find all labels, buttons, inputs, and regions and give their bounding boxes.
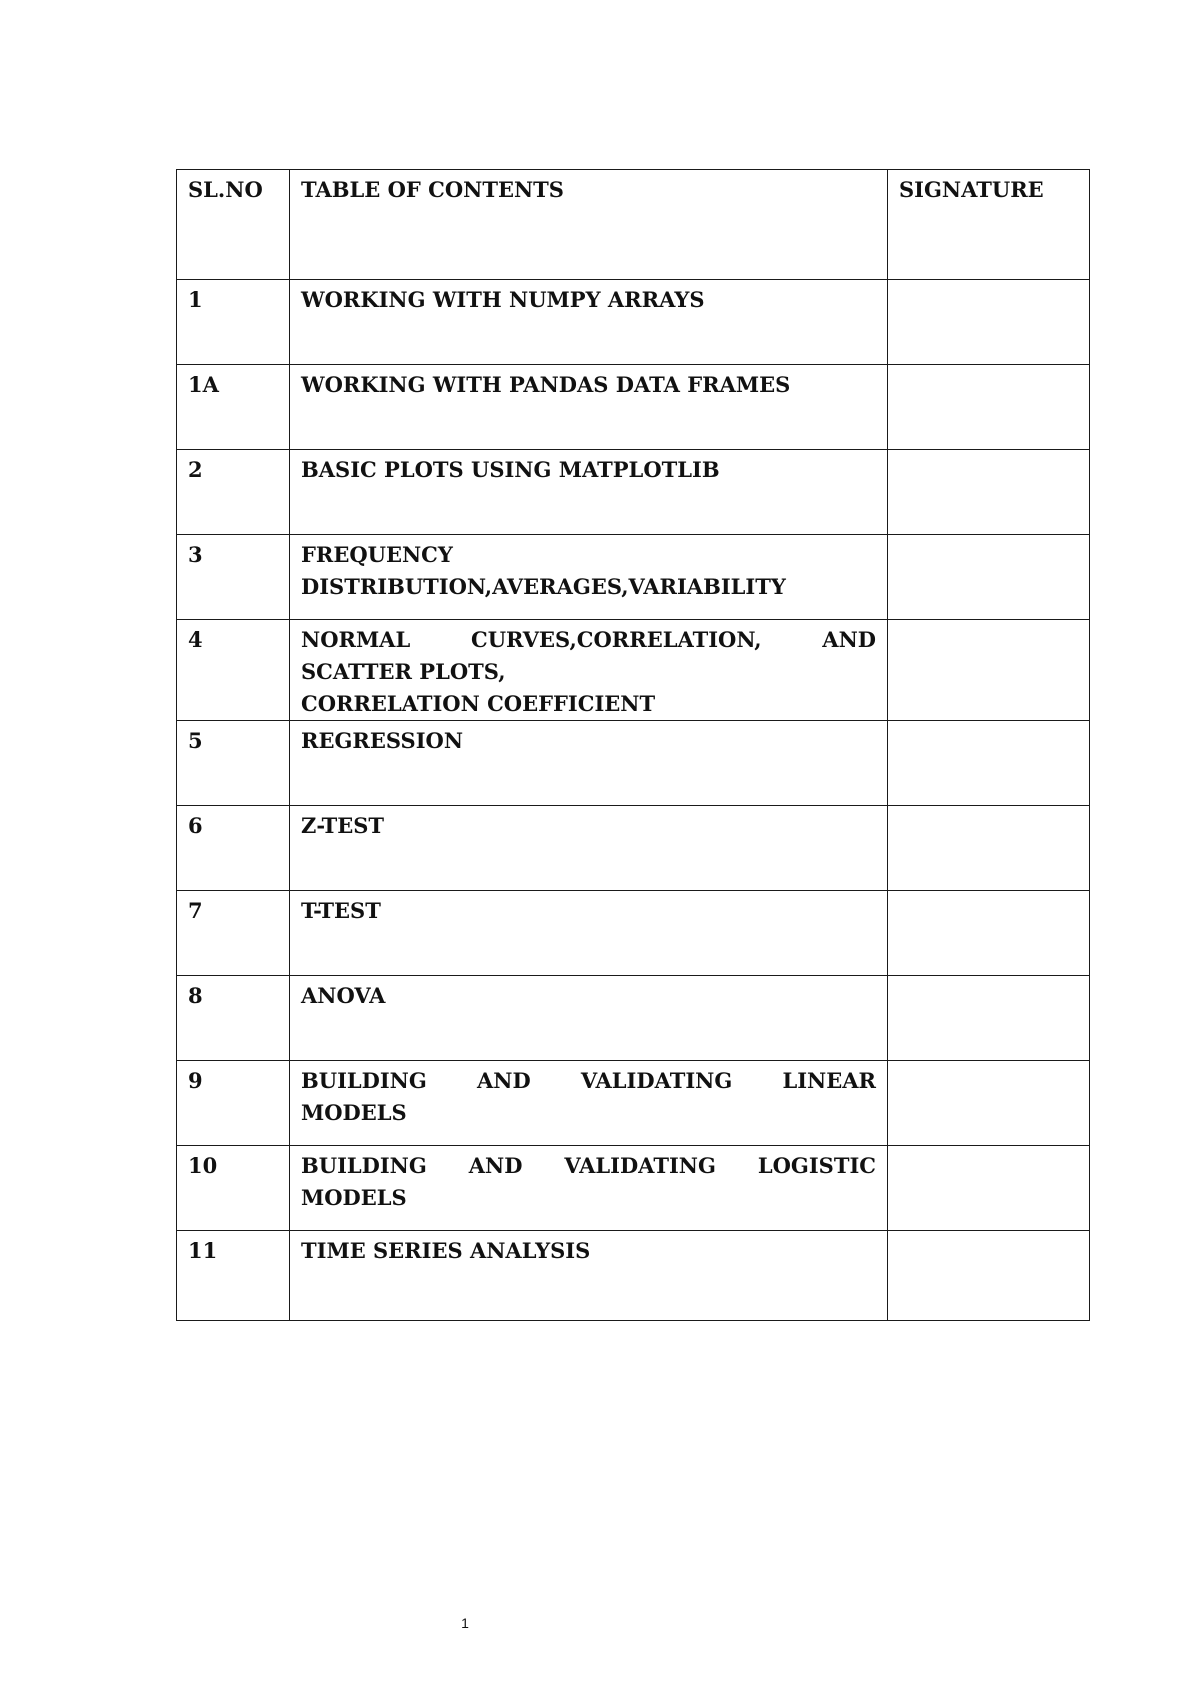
row-title xyxy=(290,535,888,620)
row-signature-cell xyxy=(888,1061,1090,1146)
row-title xyxy=(290,1061,888,1146)
row-title-line: BUILDING AND VALIDATING LINEAR xyxy=(301,1068,876,1093)
row-title xyxy=(290,806,888,891)
row-title-line: FREQUENCY xyxy=(301,542,453,567)
row-signature-cell xyxy=(888,1231,1090,1321)
row-sl-no: 1 xyxy=(177,280,290,365)
table-of-contents xyxy=(176,169,1090,1321)
row-title-line: T-TEST xyxy=(301,898,381,923)
table-row xyxy=(177,450,1090,535)
row-title-line: ANOVA xyxy=(301,983,386,1008)
row-sl-no: 3 xyxy=(177,535,290,620)
row-title xyxy=(290,976,888,1061)
row-title-line: BUILDING AND VALIDATING LOGISTIC xyxy=(301,1153,876,1178)
row-title-line: TIME SERIES ANALYSIS xyxy=(301,1238,591,1263)
table-row xyxy=(177,976,1090,1061)
row-title xyxy=(290,891,888,976)
row-signature-cell xyxy=(888,721,1090,806)
row-signature-cell xyxy=(888,976,1090,1061)
header-sl-no: SL.NO xyxy=(177,170,290,280)
row-signature-cell xyxy=(888,620,1090,721)
row-title xyxy=(290,450,888,535)
row-title-line: REGRESSION xyxy=(301,728,464,753)
row-sl-no: 5 xyxy=(177,721,290,806)
row-sl-no: 6 xyxy=(177,806,290,891)
row-title xyxy=(290,620,888,721)
row-title-line: CORRELATION COEFFICIENT xyxy=(301,691,656,716)
table-row xyxy=(177,891,1090,976)
row-sl-no: 10 xyxy=(177,1146,290,1231)
row-signature-cell xyxy=(888,1146,1090,1231)
header-table-of-contents: TABLE OF CONTENTS xyxy=(290,170,888,280)
row-title xyxy=(290,721,888,806)
row-sl-no: 11 xyxy=(177,1231,290,1321)
row-sl-no: 8 xyxy=(177,976,290,1061)
page-number: 1 xyxy=(461,1615,469,1631)
row-title-line: WORKING WITH PANDAS DATA FRAMES xyxy=(301,372,791,397)
row-sl-no: 4 xyxy=(177,620,290,721)
table-header-row xyxy=(177,170,1090,280)
row-title-line: Z-TEST xyxy=(301,813,384,838)
row-title-line: DISTRIBUTION,AVERAGES,VARIABILITY xyxy=(301,574,786,599)
table-row xyxy=(177,620,1090,721)
table-row xyxy=(177,806,1090,891)
table-row xyxy=(177,721,1090,806)
row-title-line: SCATTER PLOTS, xyxy=(301,659,506,684)
row-title xyxy=(290,365,888,450)
row-sl-no: 1A xyxy=(177,365,290,450)
row-title xyxy=(290,280,888,365)
row-signature-cell xyxy=(888,365,1090,450)
table-row xyxy=(177,1146,1090,1231)
row-title xyxy=(290,1231,888,1321)
row-signature-cell xyxy=(888,450,1090,535)
table-row xyxy=(177,535,1090,620)
row-title-line: MODELS xyxy=(301,1100,407,1125)
table-row xyxy=(177,280,1090,365)
row-signature-cell xyxy=(888,535,1090,620)
row-title-line: BASIC PLOTS USING MATPLOTLIB xyxy=(301,457,720,482)
row-signature-cell xyxy=(888,891,1090,976)
row-sl-no: 9 xyxy=(177,1061,290,1146)
table-row xyxy=(177,1231,1090,1321)
row-sl-no: 2 xyxy=(177,450,290,535)
row-signature-cell xyxy=(888,806,1090,891)
row-title-line: MODELS xyxy=(301,1185,407,1210)
table-row xyxy=(177,1061,1090,1146)
table-row xyxy=(177,365,1090,450)
row-sl-no: 7 xyxy=(177,891,290,976)
row-title-line: NORMAL CURVES,CORRELATION, AND xyxy=(301,627,876,652)
header-signature: SIGNATURE xyxy=(888,170,1090,280)
row-title xyxy=(290,1146,888,1231)
row-title-line: WORKING WITH NUMPY ARRAYS xyxy=(301,287,705,312)
row-signature-cell xyxy=(888,280,1090,365)
